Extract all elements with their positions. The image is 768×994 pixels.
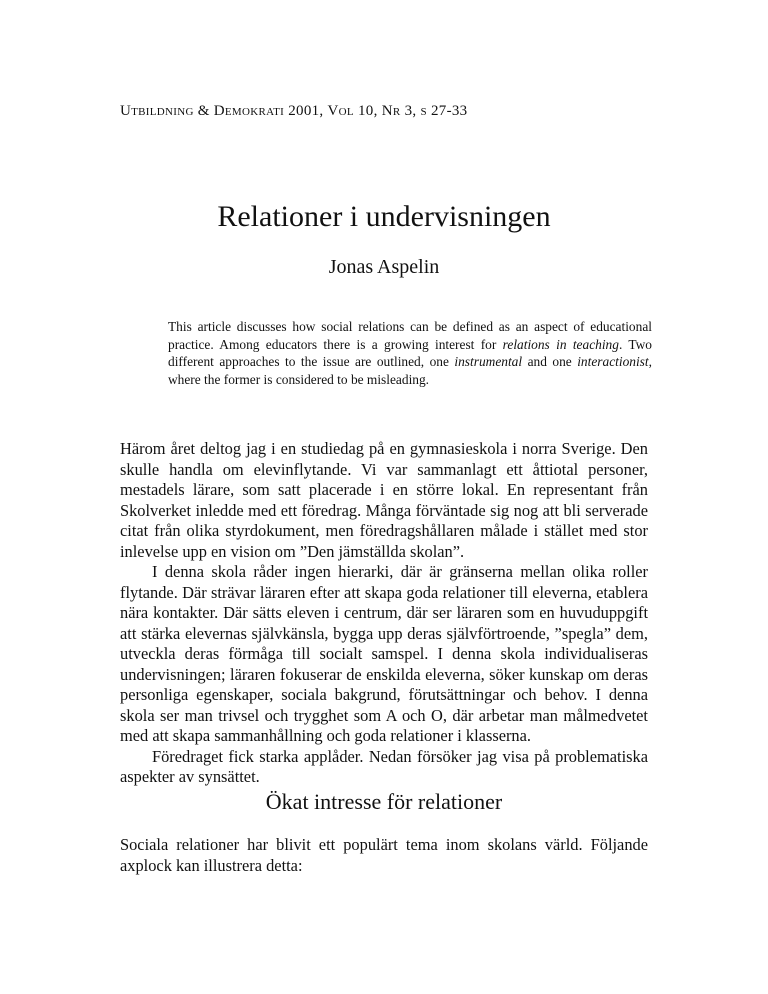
issue-label: Nr bbox=[381, 103, 401, 119]
page-range: 27-33 bbox=[430, 103, 468, 119]
article-title: Relationer i undervisningen bbox=[217, 200, 551, 233]
issue-number: 3, bbox=[404, 103, 417, 119]
abstract-emphasis: instrumental bbox=[454, 354, 523, 369]
body-text bbox=[120, 439, 648, 788]
abstract bbox=[168, 318, 652, 388]
section-paragraph: Sociala relationer har blivit ett populärt tema inom skolans värld. Följande axplock kan illustrera detta: bbox=[120, 835, 648, 875]
running-head bbox=[120, 103, 467, 120]
abstract-emphasis: relations in teaching bbox=[502, 336, 619, 352]
abstract-text: . Two different approaches to the issue are outlined, one bbox=[168, 336, 652, 369]
abstract-text: and one bbox=[522, 354, 578, 369]
abstract-text: This article discusses how social relations can be defined as an aspect of educational practice. Among educators there is a growing interest for bbox=[168, 319, 652, 352]
body-paragraph: I denna skola råder ingen hierarki, där är gränserna mellan olika roller flytande. Där strävar läraren efter att skapa goda relationer till eleverna, etablera nära kontakter. Där sätts eleven i centrum, där ser läraren som en huvuduppgift att stärka elevernas självkänsla, bygga upp deras självförtroende, ”spegla” dem, utveckla deras förmåga till socialt samspel. I denna skola individualiseras undervisningen; läraren fokuserar de enskilda eleverna, söker kunskap om deras personliga egenskaper, sociala bakgrund, förutsättningar och behov. I denna skola ser man trivsel och trygghet som A och O, där arbetar man målmedvetet med att skapa sammanhållning och goda relationer i klasserna. bbox=[120, 562, 648, 745]
journal-year: 2001, bbox=[288, 103, 324, 119]
body-paragraph: Härom året deltog jag i en studiedag på en gymnasieskola i norra Sverige. Den skulle handla om elevinflytande. Vi var sammanlagt ett åttiotal personer, mestadels lärare, som satt placerade i en större lokal. En representant från Skolverket inledde med ett föredrag. Många förväntade sig nog att bli serverade citat från olika styrdokument, men föredragshållaren målade i stället med stor inlevelse upp en vision om ”Den jämställda skolan”. bbox=[120, 439, 648, 561]
volume-number: 10, bbox=[358, 103, 378, 119]
article-author: Jonas Aspelin bbox=[328, 256, 440, 278]
body-paragraph: Föredraget fick starka applåder. Nedan försöker jag visa på problematiska aspekter av synsättet. bbox=[120, 746, 648, 786]
pages-label: s bbox=[420, 103, 427, 119]
section-heading: Ökat intresse för relationer bbox=[265, 789, 503, 814]
abstract-text: , where the former is considered to be misleading. bbox=[168, 354, 652, 387]
journal-name: Utbildning & Demokrati bbox=[120, 103, 285, 119]
volume-label: Vol bbox=[327, 103, 354, 119]
abstract-emphasis: interactionist bbox=[577, 354, 649, 369]
